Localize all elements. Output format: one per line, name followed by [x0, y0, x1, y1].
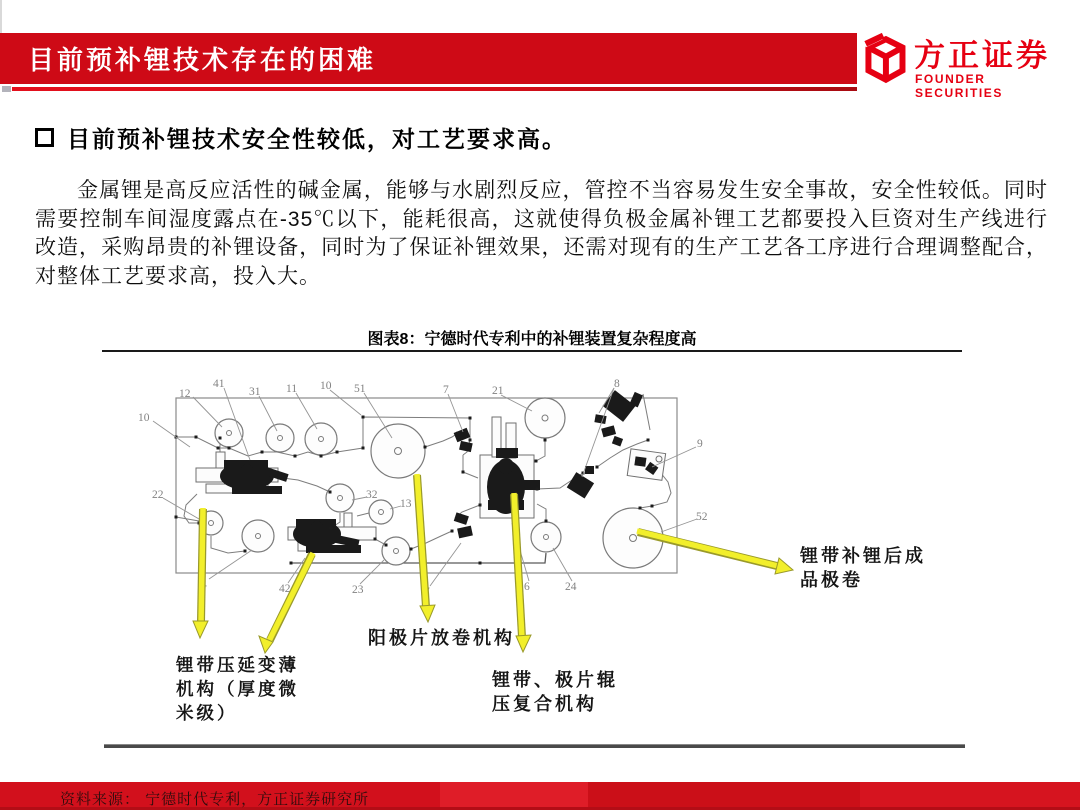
header-accent-line — [12, 87, 857, 91]
logo-cn-text: 方正证券 — [914, 38, 1050, 73]
svg-text:31: 31 — [249, 386, 261, 398]
svg-text:4: 4 — [201, 579, 207, 591]
page-title: 目前预补锂技术存在的困难 — [28, 46, 377, 75]
founder-securities-logo — [862, 28, 1072, 100]
annotation-laminating: 锂带、极片辊 压复合机构 — [492, 670, 618, 714]
svg-text:10: 10 — [138, 412, 150, 424]
machine-thinning-unit — [196, 452, 289, 494]
svg-text:10: 10 — [320, 380, 332, 392]
svg-text:13: 13 — [400, 498, 412, 510]
svg-text:52: 52 — [696, 511, 708, 523]
svg-text:21: 21 — [492, 385, 504, 397]
svg-text:12: 12 — [179, 388, 191, 400]
svg-text:24: 24 — [565, 581, 577, 593]
figure-caption: 图表8：宁德时代专利中的补锂装置复杂程度高 — [367, 331, 697, 348]
svg-text:51: 51 — [354, 383, 366, 395]
figure-bottom-rule — [104, 744, 965, 748]
square-bullet-icon — [35, 128, 54, 147]
svg-text:41: 41 — [213, 378, 225, 390]
machine-transfer-unit — [288, 513, 376, 553]
header-accent-chip — [2, 86, 11, 92]
annotation-unwinding: 阳极片放卷机构 — [368, 628, 515, 648]
svg-text:6: 6 — [524, 581, 530, 593]
svg-text:22: 22 — [152, 489, 164, 501]
svg-text:32: 32 — [366, 489, 378, 501]
svg-text:9: 9 — [697, 438, 703, 450]
arrow-unwinding — [417, 474, 435, 622]
section-heading: 目前预补锂技术安全性较低，对工艺要求高。 — [67, 126, 567, 152]
svg-text:7: 7 — [424, 586, 430, 598]
arrow-finished-roll — [637, 531, 793, 574]
annotation-finished-roll: 锂带补锂后成 品极卷 — [800, 546, 926, 590]
caption-rule — [102, 350, 962, 352]
body-paragraph: 金属锂是高反应活性的碱金属，能够与水剧烈反应，管控不当容易发生安全事故，安全性较低。同时需要控制车间湿度露点在-35℃以下，能耗很高，这就使得负极金属补锂工艺都要投入巨资对生产线进行改造，采购昂贵的补锂设备，同时为了保证补锂效果，还需对现有的生产工艺各工序进行合理调整配合，对整体工艺要求高，投入大。 — [35, 179, 1048, 288]
svg-text:23: 23 — [352, 584, 364, 596]
source-note: 资料来源： 宁德时代专利，方正证券研究所 — [60, 791, 370, 808]
section-heading-row — [35, 121, 1045, 154]
founder-logo-cube-icon — [862, 30, 908, 88]
annotation-thinning: 锂带压延变薄 机构（厚度微 米级） — [176, 655, 299, 723]
logo-en-text: FOUNDER SECURITIES — [915, 72, 1004, 100]
svg-text:42: 42 — [279, 583, 291, 595]
svg-text:11: 11 — [286, 383, 298, 395]
svg-text:7: 7 — [443, 384, 449, 396]
arrow-thinning-2 — [259, 553, 313, 653]
header-bar — [0, 33, 857, 84]
svg-text:8: 8 — [614, 378, 620, 390]
